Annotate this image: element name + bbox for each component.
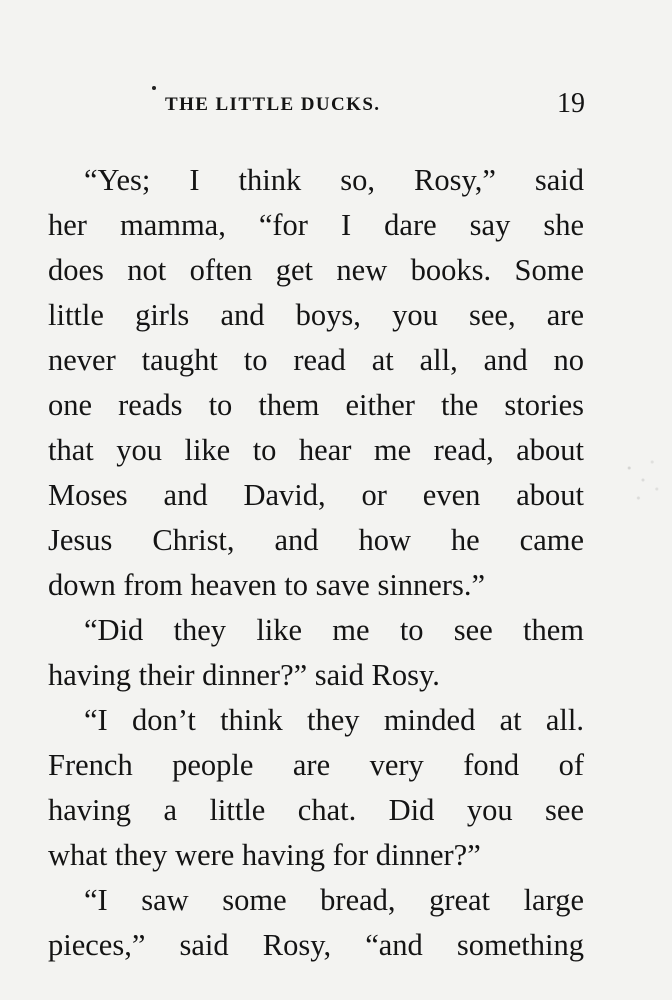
page-header — [165, 88, 585, 122]
text-line: Moses and David, or even about — [48, 478, 584, 512]
header-dot — [152, 86, 156, 90]
text-line: French people are very fond of — [48, 748, 584, 782]
text-line: having a little chat. Did you see — [48, 793, 584, 827]
page-number: 19 — [557, 88, 585, 119]
running-title: THE LITTLE DUCKS. — [165, 94, 381, 115]
text-line: her mamma, “for I dare say she — [48, 208, 584, 242]
text-line: “Did they like me to see them — [84, 613, 584, 647]
text-line: does not often get new books. Some — [48, 253, 584, 287]
text-line: having their dinner?” said Rosy. — [48, 658, 440, 692]
text-line: never taught to read at all, and no — [48, 343, 584, 377]
text-line: pieces,” said Rosy, “and something — [48, 928, 584, 962]
text-line: down from heaven to save sinners.” — [48, 568, 486, 602]
text-line: “I don’t think they minded at all. — [84, 703, 584, 737]
text-line: little girls and boys, you see, are — [48, 298, 584, 332]
paper-speck — [620, 450, 666, 510]
text-line: one reads to them either the stories — [48, 388, 584, 422]
text-line: Jesus Christ, and how he came — [48, 523, 584, 557]
text-line: that you like to hear me read, about — [48, 433, 584, 467]
body-text — [48, 158, 584, 968]
text-line: “I saw some bread, great large — [84, 883, 584, 917]
text-line: what they were having for dinner?” — [48, 838, 481, 872]
text-line: “Yes; I think so, Rosy,” said — [84, 163, 584, 197]
